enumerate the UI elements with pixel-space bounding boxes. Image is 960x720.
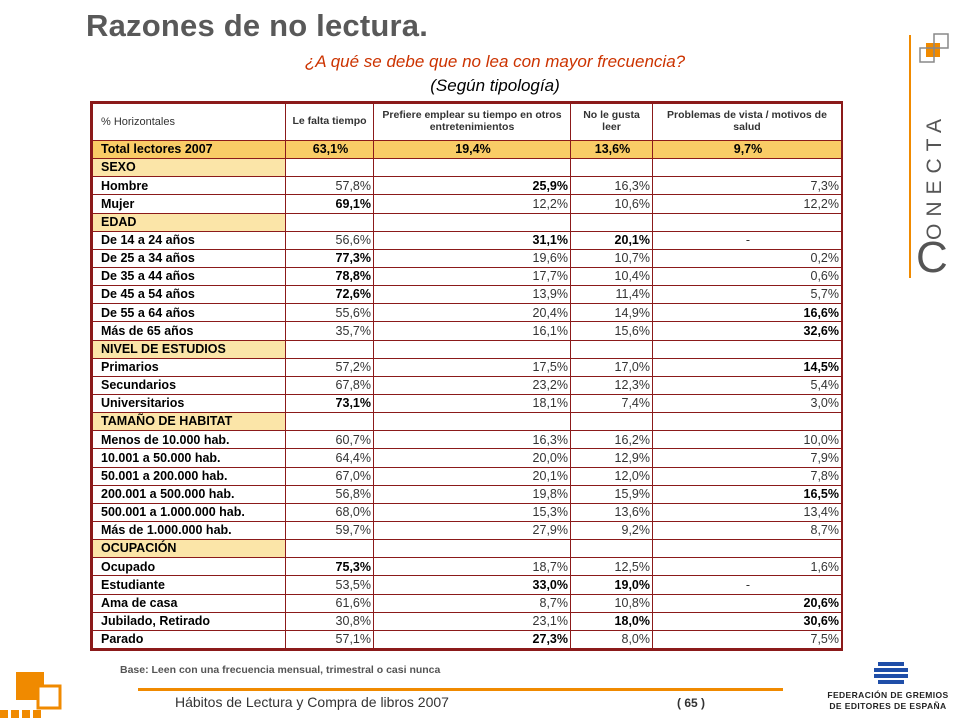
value-cell: 10,0% [653,431,842,449]
value-cell: 13,4% [653,503,842,521]
table-row [93,322,842,340]
row-label: Parado [93,630,286,648]
row-label: De 45 a 54 años [93,286,286,304]
empty-cell [571,159,653,177]
value-cell: 16,3% [571,177,653,195]
page-title: Razones de no lectura. [86,8,429,43]
value-cell: 30,6% [653,612,842,630]
total-row [93,141,842,159]
conecta-logo-icon [905,30,955,280]
publisher-line-1: FEDERACIÓN DE GREMIOS [827,690,949,700]
value-cell: 35,7% [286,322,374,340]
svg-text:ONECTA: ONECTA [923,112,946,240]
value-cell: 10,8% [571,594,653,612]
value-cell: 16,3% [374,431,571,449]
value-cell: 56,8% [286,485,374,503]
value-cell: 8,7% [374,594,571,612]
empty-cell [374,540,571,558]
footer-title: Hábitos de Lectura y Compra de libros 2007 [175,694,449,710]
empty-cell [374,413,571,431]
value-cell: 27,9% [374,521,571,539]
value-cell: 57,1% [286,630,374,648]
header-dislikes-reading: No le gusta leer [571,104,653,141]
table-row [93,558,842,576]
row-label: De 55 a 64 años [93,304,286,322]
value-cell: 7,4% [571,394,653,412]
empty-cell [653,213,842,231]
page-subtitle: ¿A qué se debe que no lea con mayor frecuencia? [304,52,686,71]
table-row [93,358,842,376]
table-row [93,576,842,594]
value-cell: 1,6% [653,558,842,576]
page-number: ( 65 ) [677,696,706,710]
value-cell: 12,3% [571,376,653,394]
section-row [93,413,842,431]
empty-cell [653,540,842,558]
row-label: Total lectores 2007 [93,141,286,159]
value-cell: 19,4% [374,141,571,159]
table-row [93,485,842,503]
orange-squares-icon [0,666,90,720]
row-label: Universitarios [93,394,286,412]
value-cell: 75,3% [286,558,374,576]
row-label: Estudiante [93,576,286,594]
value-cell: 8,0% [571,630,653,648]
value-cell: 69,1% [286,195,374,213]
value-cell: 23,1% [374,612,571,630]
value-cell: 10,7% [571,249,653,267]
row-label: Mujer [93,195,286,213]
value-cell: 64,4% [286,449,374,467]
row-label: Más de 1.000.000 hab. [93,521,286,539]
value-cell: 0,2% [653,249,842,267]
row-label: 10.001 a 50.000 hab. [93,449,286,467]
value-cell: 20,1% [374,467,571,485]
value-cell: 13,6% [571,503,653,521]
empty-cell [374,213,571,231]
section-label: SEXO [93,159,286,177]
table-row [93,231,842,249]
value-cell: 12,5% [571,558,653,576]
value-cell: 63,1% [286,141,374,159]
section-label: NIVEL DE ESTUDIOS [93,340,286,358]
table-row [93,286,842,304]
footer-divider [138,688,783,691]
value-cell: 67,0% [286,467,374,485]
section-label: EDAD [93,213,286,231]
value-cell: 0,6% [653,267,842,285]
value-cell: 60,7% [286,431,374,449]
section-row [93,340,842,358]
empty-cell [653,159,842,177]
value-cell: 78,8% [286,267,374,285]
value-cell: - [653,576,842,594]
table-row [93,630,842,648]
value-cell: - [653,231,842,249]
value-cell: 7,5% [653,630,842,648]
empty-cell [653,340,842,358]
header-lack-of-time: Le falta tiempo [286,104,374,141]
value-cell: 12,2% [374,195,571,213]
value-cell: 7,9% [653,449,842,467]
value-cell: 56,6% [286,231,374,249]
section-label: TAMAÑO DE HABITAT [93,413,286,431]
reasons-table [90,101,843,651]
empty-cell [374,340,571,358]
value-cell: 17,5% [374,358,571,376]
table-row [93,177,842,195]
table-row [93,594,842,612]
table-row [93,612,842,630]
value-cell: 3,0% [653,394,842,412]
table-row [93,267,842,285]
row-label: Primarios [93,358,286,376]
value-cell: 59,7% [286,521,374,539]
empty-cell [286,213,374,231]
value-cell: 18,7% [374,558,571,576]
table-row [93,195,842,213]
value-cell: 16,2% [571,431,653,449]
value-cell: 55,6% [286,304,374,322]
row-label: 200.001 a 500.000 hab. [93,485,286,503]
empty-cell [286,340,374,358]
value-cell: 19,8% [374,485,571,503]
value-cell: 7,8% [653,467,842,485]
value-cell: 8,7% [653,521,842,539]
value-cell: 16,6% [653,304,842,322]
table-row [93,467,842,485]
value-cell: 31,1% [374,231,571,249]
empty-cell [571,413,653,431]
value-cell: 57,8% [286,177,374,195]
value-cell: 12,2% [653,195,842,213]
row-label: Ocupado [93,558,286,576]
value-cell: 32,6% [653,322,842,340]
value-cell: 57,2% [286,358,374,376]
row-label: 50.001 a 200.000 hab. [93,467,286,485]
value-cell: 73,1% [286,394,374,412]
table-header-row [93,104,842,141]
value-cell: 25,9% [374,177,571,195]
table-row [93,376,842,394]
empty-cell [571,213,653,231]
row-label: De 14 a 24 años [93,231,286,249]
header-health-reasons: Problemas de vista / motivos de salud [653,104,842,141]
value-cell: 15,6% [571,322,653,340]
value-cell: 10,6% [571,195,653,213]
svg-text:C: C [916,233,948,280]
table-row [93,431,842,449]
value-cell: 17,7% [374,267,571,285]
row-label: De 25 a 34 años [93,249,286,267]
empty-cell [374,159,571,177]
value-cell: 23,2% [374,376,571,394]
value-cell: 12,0% [571,467,653,485]
table-row [93,449,842,467]
row-label: Ama de casa [93,594,286,612]
row-label: Hombre [93,177,286,195]
value-cell: 14,5% [653,358,842,376]
value-cell: 13,9% [374,286,571,304]
value-cell: 5,7% [653,286,842,304]
section-row [93,159,842,177]
value-cell: 30,8% [286,612,374,630]
publisher-name [822,690,954,713]
value-cell: 11,4% [571,286,653,304]
value-cell: 77,3% [286,249,374,267]
table-row [93,394,842,412]
value-cell: 9,2% [571,521,653,539]
page-subtitle-typology: (Según tipología) [430,76,560,95]
value-cell: 15,3% [374,503,571,521]
table-corner-label: % Horizontales [93,104,286,141]
empty-cell [286,413,374,431]
value-cell: 9,7% [653,141,842,159]
value-cell: 72,6% [286,286,374,304]
value-cell: 12,9% [571,449,653,467]
value-cell: 16,5% [653,485,842,503]
section-label: OCUPACIÓN [93,540,286,558]
value-cell: 68,0% [286,503,374,521]
value-cell: 61,6% [286,594,374,612]
value-cell: 67,8% [286,376,374,394]
value-cell: 33,0% [374,576,571,594]
header-other-entertainment: Prefiere emplear su tiempo en otros entretenimientos [374,104,571,141]
row-label: 500.001 a 1.000.000 hab. [93,503,286,521]
value-cell: 19,0% [571,576,653,594]
row-label: Secundarios [93,376,286,394]
value-cell: 17,0% [571,358,653,376]
empty-cell [286,159,374,177]
value-cell: 18,1% [374,394,571,412]
row-label: Menos de 10.000 hab. [93,431,286,449]
value-cell: 13,6% [571,141,653,159]
empty-cell [571,340,653,358]
table-row [93,503,842,521]
table-row [93,521,842,539]
value-cell: 16,1% [374,322,571,340]
empty-cell [653,413,842,431]
value-cell: 14,9% [571,304,653,322]
table-row [93,304,842,322]
publisher-line-2: DE EDITORES DE ESPAÑA [829,701,947,712]
value-cell: 20,0% [374,449,571,467]
value-cell: 19,6% [374,249,571,267]
section-row [93,213,842,231]
row-label: Más de 65 años [93,322,286,340]
value-cell: 20,1% [571,231,653,249]
value-cell: 10,4% [571,267,653,285]
value-cell: 53,5% [286,576,374,594]
value-cell: 20,4% [374,304,571,322]
row-label: De 35 a 44 años [93,267,286,285]
empty-cell [286,540,374,558]
value-cell: 15,9% [571,485,653,503]
section-row [93,540,842,558]
value-cell: 20,6% [653,594,842,612]
row-label: Jubilado, Retirado [93,612,286,630]
base-note: Base: Leen con una frecuencia mensual, trimestral o casi nunca [120,664,441,676]
value-cell: 5,4% [653,376,842,394]
table-row [93,249,842,267]
value-cell: 27,3% [374,630,571,648]
empty-cell [571,540,653,558]
value-cell: 18,0% [571,612,653,630]
value-cell: 7,3% [653,177,842,195]
